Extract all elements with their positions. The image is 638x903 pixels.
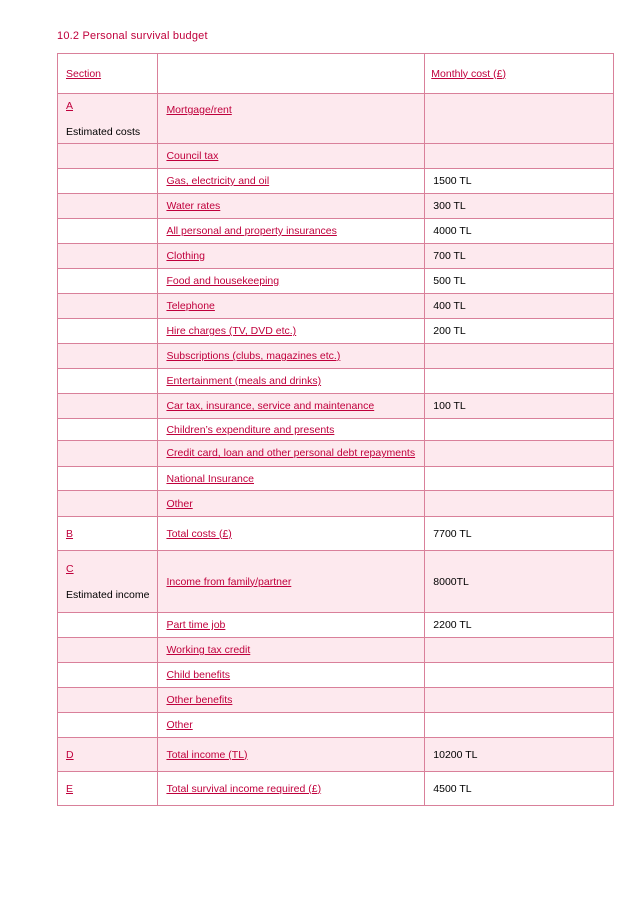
- table-row: [58, 688, 614, 713]
- item-cell: Total survival income required (£): [158, 772, 425, 806]
- table-row: [58, 244, 614, 269]
- cost-cell: 2200 TL: [425, 613, 614, 638]
- item-cell: Hire charges (TV, DVD etc.): [158, 319, 425, 344]
- cost-cell: 500 TL: [425, 269, 614, 294]
- section-subtitle: Estimated income: [66, 588, 150, 601]
- item-cell: Subscriptions (clubs, magazines etc.): [158, 344, 425, 369]
- item-cell: All personal and property insurances: [158, 219, 425, 244]
- item-cell: Telephone: [158, 294, 425, 319]
- section-cell: [58, 369, 158, 394]
- section-subtitle: Estimated costs: [66, 125, 141, 138]
- section-cell: [58, 663, 158, 688]
- section-cell: D: [58, 738, 158, 772]
- section-cell: [58, 441, 158, 467]
- section-cell: [58, 319, 158, 344]
- cost-cell: 1500 TL: [425, 169, 614, 194]
- cost-cell: [425, 94, 614, 144]
- cost-cell: 200 TL: [425, 319, 614, 344]
- cost-cell: [425, 369, 614, 394]
- section-cell: [58, 491, 158, 517]
- item-header: [158, 54, 425, 94]
- table-row: [58, 441, 614, 467]
- table-row: [58, 772, 614, 806]
- item-cell: Water rates: [158, 194, 425, 219]
- item-cell: Car tax, insurance, service and maintenance: [158, 394, 425, 419]
- page-title: 10.2 Personal survival budget: [57, 30, 208, 42]
- item-cell: Total costs (£): [158, 517, 425, 551]
- section-cell: [58, 269, 158, 294]
- item-cell: Entertainment (meals and drinks): [158, 369, 425, 394]
- item-cell: Council tax: [158, 144, 425, 169]
- item-cell: Part time job: [158, 613, 425, 638]
- cost-cell: 8000TL: [425, 551, 614, 613]
- cost-cell: 300 TL: [425, 194, 614, 219]
- item-cell: National Insurance: [158, 467, 425, 491]
- table-row: [58, 491, 614, 517]
- item-cell: Children’s expenditure and presents: [158, 419, 425, 441]
- item-cell: Clothing: [158, 244, 425, 269]
- cost-cell: 100 TL: [425, 394, 614, 419]
- section-cell: [58, 219, 158, 244]
- item-cell: Mortgage/rent: [158, 94, 425, 144]
- item-cell: Total income (TL): [158, 738, 425, 772]
- table-row: [58, 638, 614, 663]
- table-row: [58, 269, 614, 294]
- section-cell: E: [58, 772, 158, 806]
- cost-cell: 400 TL: [425, 294, 614, 319]
- item-cell: Other: [158, 713, 425, 738]
- cost-cell: [425, 713, 614, 738]
- monthly-cost-header: Monthly cost (£): [425, 54, 614, 94]
- cost-cell: [425, 491, 614, 517]
- table-row: [58, 613, 614, 638]
- section-cell: [58, 419, 158, 441]
- cost-cell: [425, 419, 614, 441]
- cost-cell: 10200 TL: [425, 738, 614, 772]
- cost-cell: 4500 TL: [425, 772, 614, 806]
- section-cell: [58, 551, 158, 613]
- table-row: [58, 319, 614, 344]
- cost-cell: [425, 467, 614, 491]
- item-cell: Other benefits: [158, 688, 425, 713]
- table-row: [58, 738, 614, 772]
- table-row: [58, 419, 614, 441]
- section-cell: [58, 467, 158, 491]
- section-cell: [58, 244, 158, 269]
- cost-cell: [425, 144, 614, 169]
- cost-cell: [425, 663, 614, 688]
- section-cell: B: [58, 517, 158, 551]
- section-header: Section: [58, 54, 158, 94]
- cost-cell: [425, 441, 614, 467]
- cost-cell: 7700 TL: [425, 517, 614, 551]
- table-row: [58, 551, 614, 613]
- section-letter: A: [66, 99, 74, 112]
- cost-cell: [425, 344, 614, 369]
- table-row: [58, 663, 614, 688]
- item-cell: Child benefits: [158, 663, 425, 688]
- budget-table: [57, 53, 614, 806]
- item-cell: Income from family/partner: [158, 551, 425, 613]
- section-cell: [58, 344, 158, 369]
- table-row: [58, 394, 614, 419]
- section-cell: [58, 613, 158, 638]
- table-row: [58, 344, 614, 369]
- table-row: [58, 144, 614, 169]
- table-row: [58, 294, 614, 319]
- table-row: [58, 517, 614, 551]
- section-cell: [58, 638, 158, 663]
- item-cell: Gas, electricity and oil: [158, 169, 425, 194]
- table-row: [58, 369, 614, 394]
- cost-cell: [425, 688, 614, 713]
- section-cell: [58, 144, 158, 169]
- table-row: [58, 169, 614, 194]
- section-cell: [58, 194, 158, 219]
- cost-cell: [425, 638, 614, 663]
- section-letter: C: [66, 562, 74, 575]
- table-row: [58, 713, 614, 738]
- section-cell: [58, 94, 158, 144]
- item-cell: Working tax credit: [158, 638, 425, 663]
- table-row: [58, 94, 614, 144]
- item-cell: Other: [158, 491, 425, 517]
- cost-cell: 700 TL: [425, 244, 614, 269]
- cost-cell: 4000 TL: [425, 219, 614, 244]
- table-header-row: [58, 54, 614, 94]
- item-cell: Credit card, loan and other personal debt repayments: [158, 441, 425, 467]
- table-row: [58, 194, 614, 219]
- section-cell: [58, 294, 158, 319]
- table-row: [58, 219, 614, 244]
- table-row: [58, 467, 614, 491]
- section-cell: [58, 394, 158, 419]
- section-cell: [58, 688, 158, 713]
- section-cell: [58, 713, 158, 738]
- section-cell: [58, 169, 158, 194]
- item-cell: Food and housekeeping: [158, 269, 425, 294]
